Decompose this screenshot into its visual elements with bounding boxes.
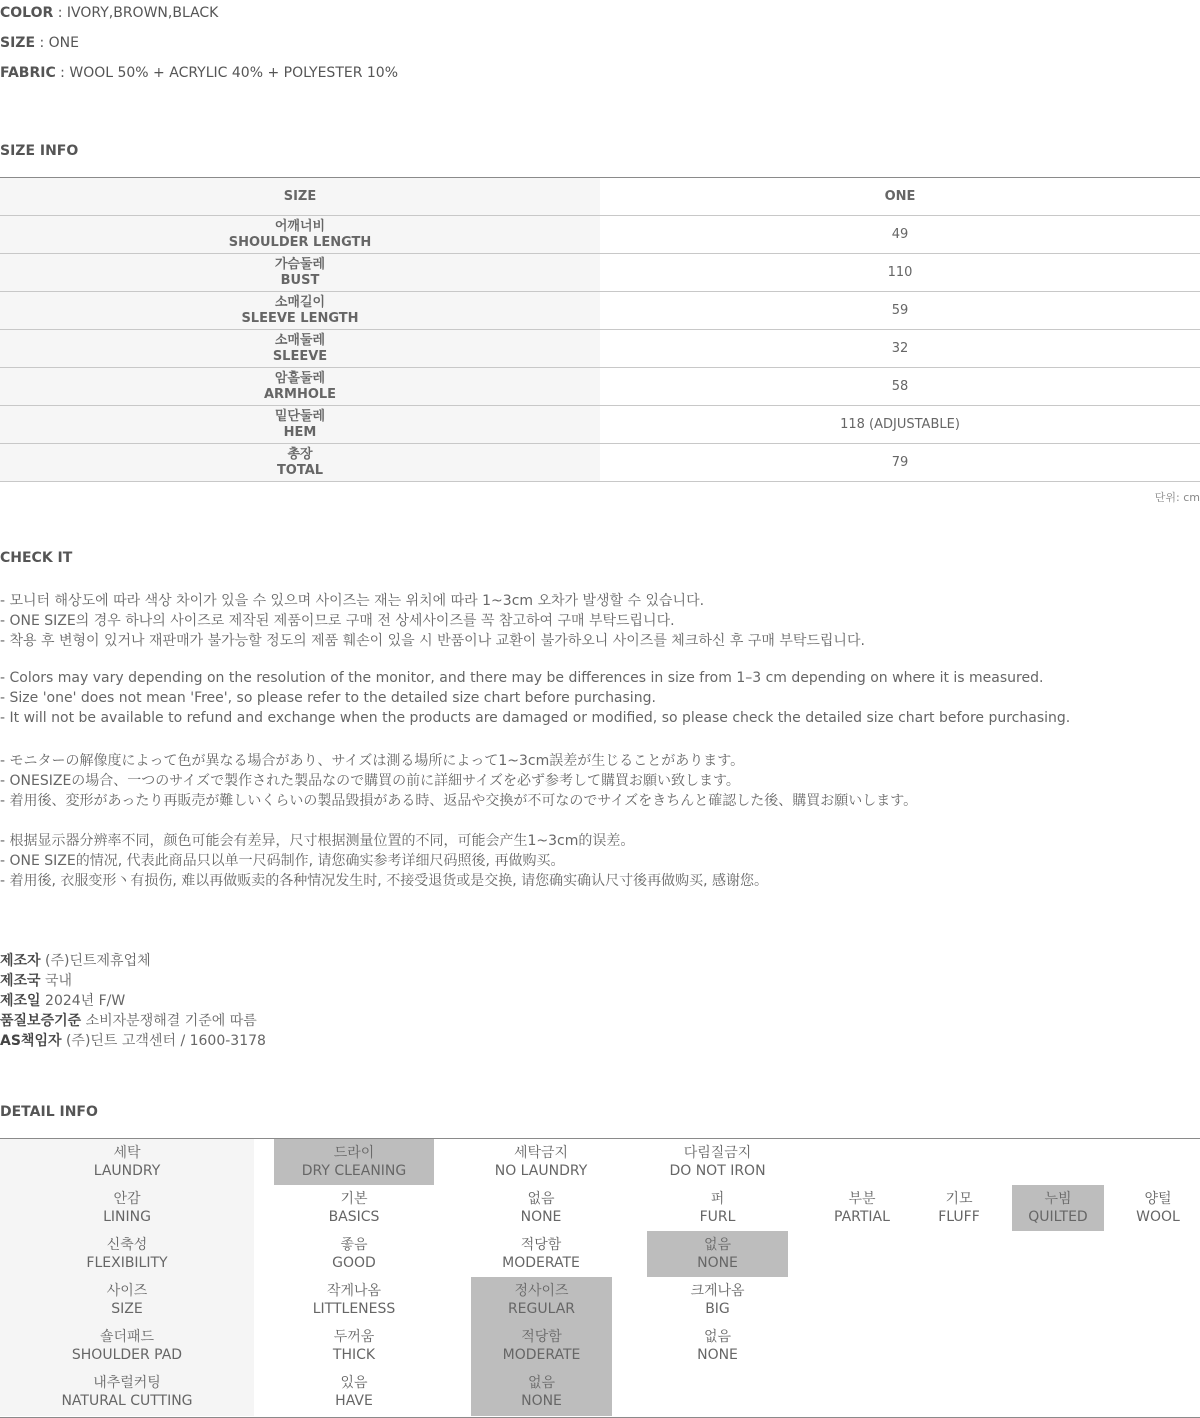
option-kr: 두꺼움	[333, 1329, 375, 1345]
spec-sep: :	[35, 35, 49, 51]
detail-option	[471, 1185, 611, 1231]
measure-value: 59	[600, 292, 1200, 330]
check-line: - 착용 후 변형이 있거나 재판매가 불가능할 정도의 제품 훼손이 있을 시 반품이나 교환이 불가하오니 사이즈를 체크하신 후 구매 부탁드립니다.	[0, 633, 865, 649]
as-contact-key: AS책임자	[0, 1033, 62, 1049]
measure-label	[0, 444, 600, 482]
check-line: - 모니터 해상도에 따라 색상 차이가 있을 수 있으며 사이즈는 재는 위치에 따라 1~3cm 오차가 발생할 수 있습니다.	[0, 593, 705, 609]
measure-value: 32	[600, 330, 1200, 368]
option-en: MODERATE	[502, 1347, 581, 1363]
detail-option	[647, 1139, 788, 1185]
detail-option	[647, 1277, 788, 1323]
option-en: QUILTED	[1028, 1209, 1088, 1225]
check-line: - ONE SIZE的情况, 代表此商品只以单一尺码制作, 请您确实参考详细尺码照後, 再做购买。	[0, 853, 565, 869]
measure-value: 49	[600, 216, 1200, 254]
manufacturer-line	[0, 950, 151, 970]
detail-option	[912, 1185, 1006, 1231]
as-contact-value: (주)딘트 고객센터 / 1600-3178	[65, 1033, 266, 1049]
option-kr: 크게나옴	[690, 1283, 745, 1299]
detail-option	[274, 1369, 434, 1416]
option-en: REGULAR	[507, 1301, 576, 1317]
as-contact-line	[0, 1030, 266, 1050]
detail-label-kr: 내추럴커팅	[93, 1375, 161, 1391]
manufacturer-key: 제조자	[0, 953, 41, 969]
option-en: BIG	[705, 1301, 730, 1317]
detail-option	[274, 1323, 434, 1369]
country-value: 국내	[45, 973, 73, 989]
detail-info-title: DETAIL INFO	[0, 1104, 98, 1120]
measure-label-kr: 밑단둘레	[274, 408, 326, 424]
detail-label-en: LINING	[103, 1209, 151, 1225]
measure-label-en: BUST	[280, 272, 320, 288]
detail-option	[812, 1185, 912, 1231]
size-info-title: SIZE INFO	[0, 143, 79, 159]
detail-label-kr: 신축성	[106, 1237, 148, 1253]
detail-option	[274, 1231, 434, 1277]
measure-label	[0, 330, 600, 368]
spec-value: WOOL 50% + ACRYLIC 40% + POLYESTER 10%	[69, 65, 399, 81]
option-kr: 없음	[703, 1329, 732, 1345]
option-en: PARTIAL	[834, 1209, 890, 1225]
measure-label-kr: 암홀둘레	[274, 370, 326, 386]
date-line	[0, 990, 125, 1010]
detail-option-selected	[471, 1277, 612, 1323]
detail-label-en: SIZE	[111, 1301, 143, 1317]
detail-option-selected	[471, 1369, 612, 1416]
detail-label-en: LAUNDRY	[93, 1163, 161, 1179]
measure-label-en: SHOULDER LENGTH	[228, 234, 372, 250]
detail-label-en: FLEXIBILITY	[86, 1255, 168, 1271]
detail-option	[274, 1277, 434, 1323]
spec-value: IVORY,BROWN,BLACK	[66, 5, 219, 21]
option-en: NONE	[697, 1347, 738, 1363]
detail-label-en: NATURAL CUTTING	[61, 1393, 193, 1409]
size-table-header	[0, 178, 1200, 216]
detail-option	[1116, 1185, 1200, 1231]
table-row	[0, 292, 1200, 330]
measure-label-kr: 소매둘레	[274, 332, 326, 348]
date-value: 2024년 F/W	[45, 993, 126, 1009]
detail-option-selected	[1012, 1185, 1104, 1231]
table-row	[0, 330, 1200, 368]
spec-sep: :	[53, 5, 67, 21]
option-en: NONE	[520, 1209, 562, 1225]
detail-row-label	[0, 1369, 254, 1416]
measure-label-en: SLEEVE LENGTH	[241, 310, 359, 326]
detail-label-kr: 숄더패드	[99, 1329, 155, 1345]
spec-fabric	[0, 63, 398, 83]
check-line: - It will not be available to refund and exchange when the products are damaged or modified, so please check the detailed size chart before purchasing.	[0, 710, 1071, 726]
option-en: DRY CLEANING	[301, 1163, 407, 1179]
size-table	[0, 177, 1200, 482]
check-line: - ONE SIZE의 경우 하나의 사이즈로 제작된 제품이므로 구매 전 상세사이즈를 꼭 참고하여 구매 부탁드립니다.	[0, 613, 675, 629]
option-en: DO NOT IRON	[669, 1163, 766, 1179]
date-key: 제조일	[0, 993, 41, 1009]
check-it-title: CHECK IT	[0, 550, 73, 566]
measure-label-kr: 총장	[287, 446, 313, 462]
detail-label-en: SHOULDER PAD	[71, 1347, 183, 1363]
unit-note: 단위: cm	[1154, 491, 1200, 504]
measure-label-en: TOTAL	[276, 462, 324, 478]
option-kr: 누빔	[1044, 1191, 1072, 1207]
option-kr: 세탁금지	[513, 1145, 569, 1161]
check-line: - 着用後、変形があったり再販売が難しいくらいの製品毀損がある時、返品や交換が不可なのでサイズをきちんと確認した後、購買お願いします。	[0, 793, 918, 809]
option-en: GOOD	[332, 1255, 376, 1271]
measure-value: 58	[600, 368, 1200, 406]
option-kr: 있음	[340, 1375, 368, 1391]
option-kr: 적당함	[520, 1237, 562, 1253]
check-line: - Colors may vary depending on the resolution of the monitor, and there may be differences in size from 1–3 cm depending on where it is measured.	[0, 670, 1044, 686]
detail-row-label	[0, 1185, 254, 1231]
detail-option	[274, 1185, 434, 1231]
size-header-label-text: SIZE	[283, 188, 317, 204]
measure-label	[0, 254, 600, 292]
measure-label-kr: 가슴둘레	[274, 256, 326, 272]
warranty-key: 품질보증기준	[0, 1013, 82, 1029]
check-line: - 根据显示器分辨率不同，颜色可能会有差异，尺寸根据测量位置的不同，可能会产生1~3cm的误差。	[0, 833, 635, 849]
measure-value: 79	[600, 444, 1200, 482]
size-header-label	[0, 178, 600, 216]
option-en: BASICS	[328, 1209, 380, 1225]
check-line: - Size 'one' does not mean 'Free', so please refer to the detailed size chart before purchasing.	[0, 690, 656, 706]
spec-sep: :	[55, 65, 70, 81]
measure-label	[0, 406, 600, 444]
option-kr: 없음	[527, 1375, 556, 1391]
detail-label-kr: 안감	[113, 1191, 141, 1207]
option-kr: 기모	[945, 1191, 973, 1207]
option-kr: 기본	[340, 1191, 368, 1207]
option-en: HAVE	[335, 1393, 373, 1409]
measure-value: 110	[600, 254, 1200, 292]
detail-option-selected	[647, 1231, 788, 1277]
spec-key: SIZE	[0, 35, 36, 51]
option-kr: 퍼	[710, 1191, 725, 1207]
spec-key: FABRIC	[0, 65, 56, 81]
detail-option	[647, 1323, 788, 1369]
table-row	[0, 368, 1200, 406]
option-en: FURL	[699, 1209, 736, 1225]
measure-label-kr: 소매길이	[274, 294, 326, 310]
detail-option	[471, 1139, 611, 1185]
option-kr: 양털	[1144, 1191, 1172, 1207]
table-row	[0, 216, 1200, 254]
option-kr: 부분	[848, 1191, 876, 1207]
detail-option	[471, 1231, 611, 1277]
option-kr: 작게나옴	[326, 1283, 382, 1299]
detail-label-kr: 사이즈	[106, 1283, 148, 1299]
table-row	[0, 406, 1200, 444]
detail-option-selected	[274, 1139, 434, 1185]
spec-size	[0, 33, 79, 53]
measure-label-en: HEM	[283, 424, 317, 440]
detail-row-label	[0, 1139, 254, 1185]
check-line: - 着用後, 衣服变形丶有损伤, 难以再做贩卖的各种情况发生时, 不接受退货或是交换, 请您确实确认尺寸後再做购买, 感谢您。	[0, 873, 769, 889]
detail-row-label	[0, 1277, 254, 1323]
option-kr: 좋음	[340, 1237, 368, 1253]
detail-label-kr: 세탁	[113, 1145, 141, 1161]
measure-label	[0, 292, 600, 330]
option-en: NONE	[521, 1393, 562, 1409]
option-en: NO LAUNDRY	[494, 1163, 588, 1179]
detail-option	[647, 1185, 788, 1231]
table-row	[0, 444, 1200, 482]
spec-value: ONE	[48, 35, 79, 51]
check-line: - モニターの解像度によって色が異なる場合があり、サイズは測る場所によって1~3cm誤差が生じることがあります。	[0, 753, 745, 769]
table-row	[0, 254, 1200, 292]
option-kr: 없음	[703, 1237, 732, 1253]
detail-row-label	[0, 1231, 254, 1277]
detail-info-table	[0, 1138, 1200, 1418]
spec-key: COLOR	[0, 5, 54, 21]
country-key: 제조국	[0, 973, 41, 989]
option-kr: 다림질금지	[683, 1145, 752, 1161]
measure-label	[0, 368, 600, 406]
option-en: NONE	[697, 1255, 738, 1271]
option-en: LITTLENESS	[312, 1301, 396, 1317]
measure-label	[0, 216, 600, 254]
measure-label-en: SLEEVE	[272, 348, 328, 364]
option-kr: 정사이즈	[514, 1283, 569, 1299]
size-header-value: ONE	[600, 178, 1200, 216]
warranty-line	[0, 1010, 257, 1030]
option-en: WOOL	[1136, 1209, 1180, 1225]
option-kr: 드라이	[333, 1145, 375, 1161]
spec-color	[0, 3, 218, 23]
detail-row-label	[0, 1323, 254, 1369]
option-en: MODERATE	[502, 1255, 580, 1271]
option-kr: 없음	[527, 1191, 555, 1207]
check-line: - ONESIZEの場合、一つのサイズで製作された製品なので購買の前に詳細サイズを必ず参考して購買お願い致します。	[0, 773, 740, 789]
manufacturer-value: (주)딘트제휴업체	[45, 953, 151, 969]
measure-label-kr: 어깨너비	[274, 218, 326, 234]
detail-option-selected	[471, 1323, 612, 1369]
option-en: THICK	[332, 1347, 376, 1363]
warranty-value: 소비자분쟁해결 기준에 따름	[85, 1013, 257, 1029]
option-en: FLUFF	[938, 1209, 980, 1225]
option-kr: 적당함	[521, 1329, 562, 1345]
measure-label-en: ARMHOLE	[263, 386, 337, 402]
country-line	[0, 970, 72, 990]
measure-value: 118 (ADJUSTABLE)	[600, 406, 1200, 444]
